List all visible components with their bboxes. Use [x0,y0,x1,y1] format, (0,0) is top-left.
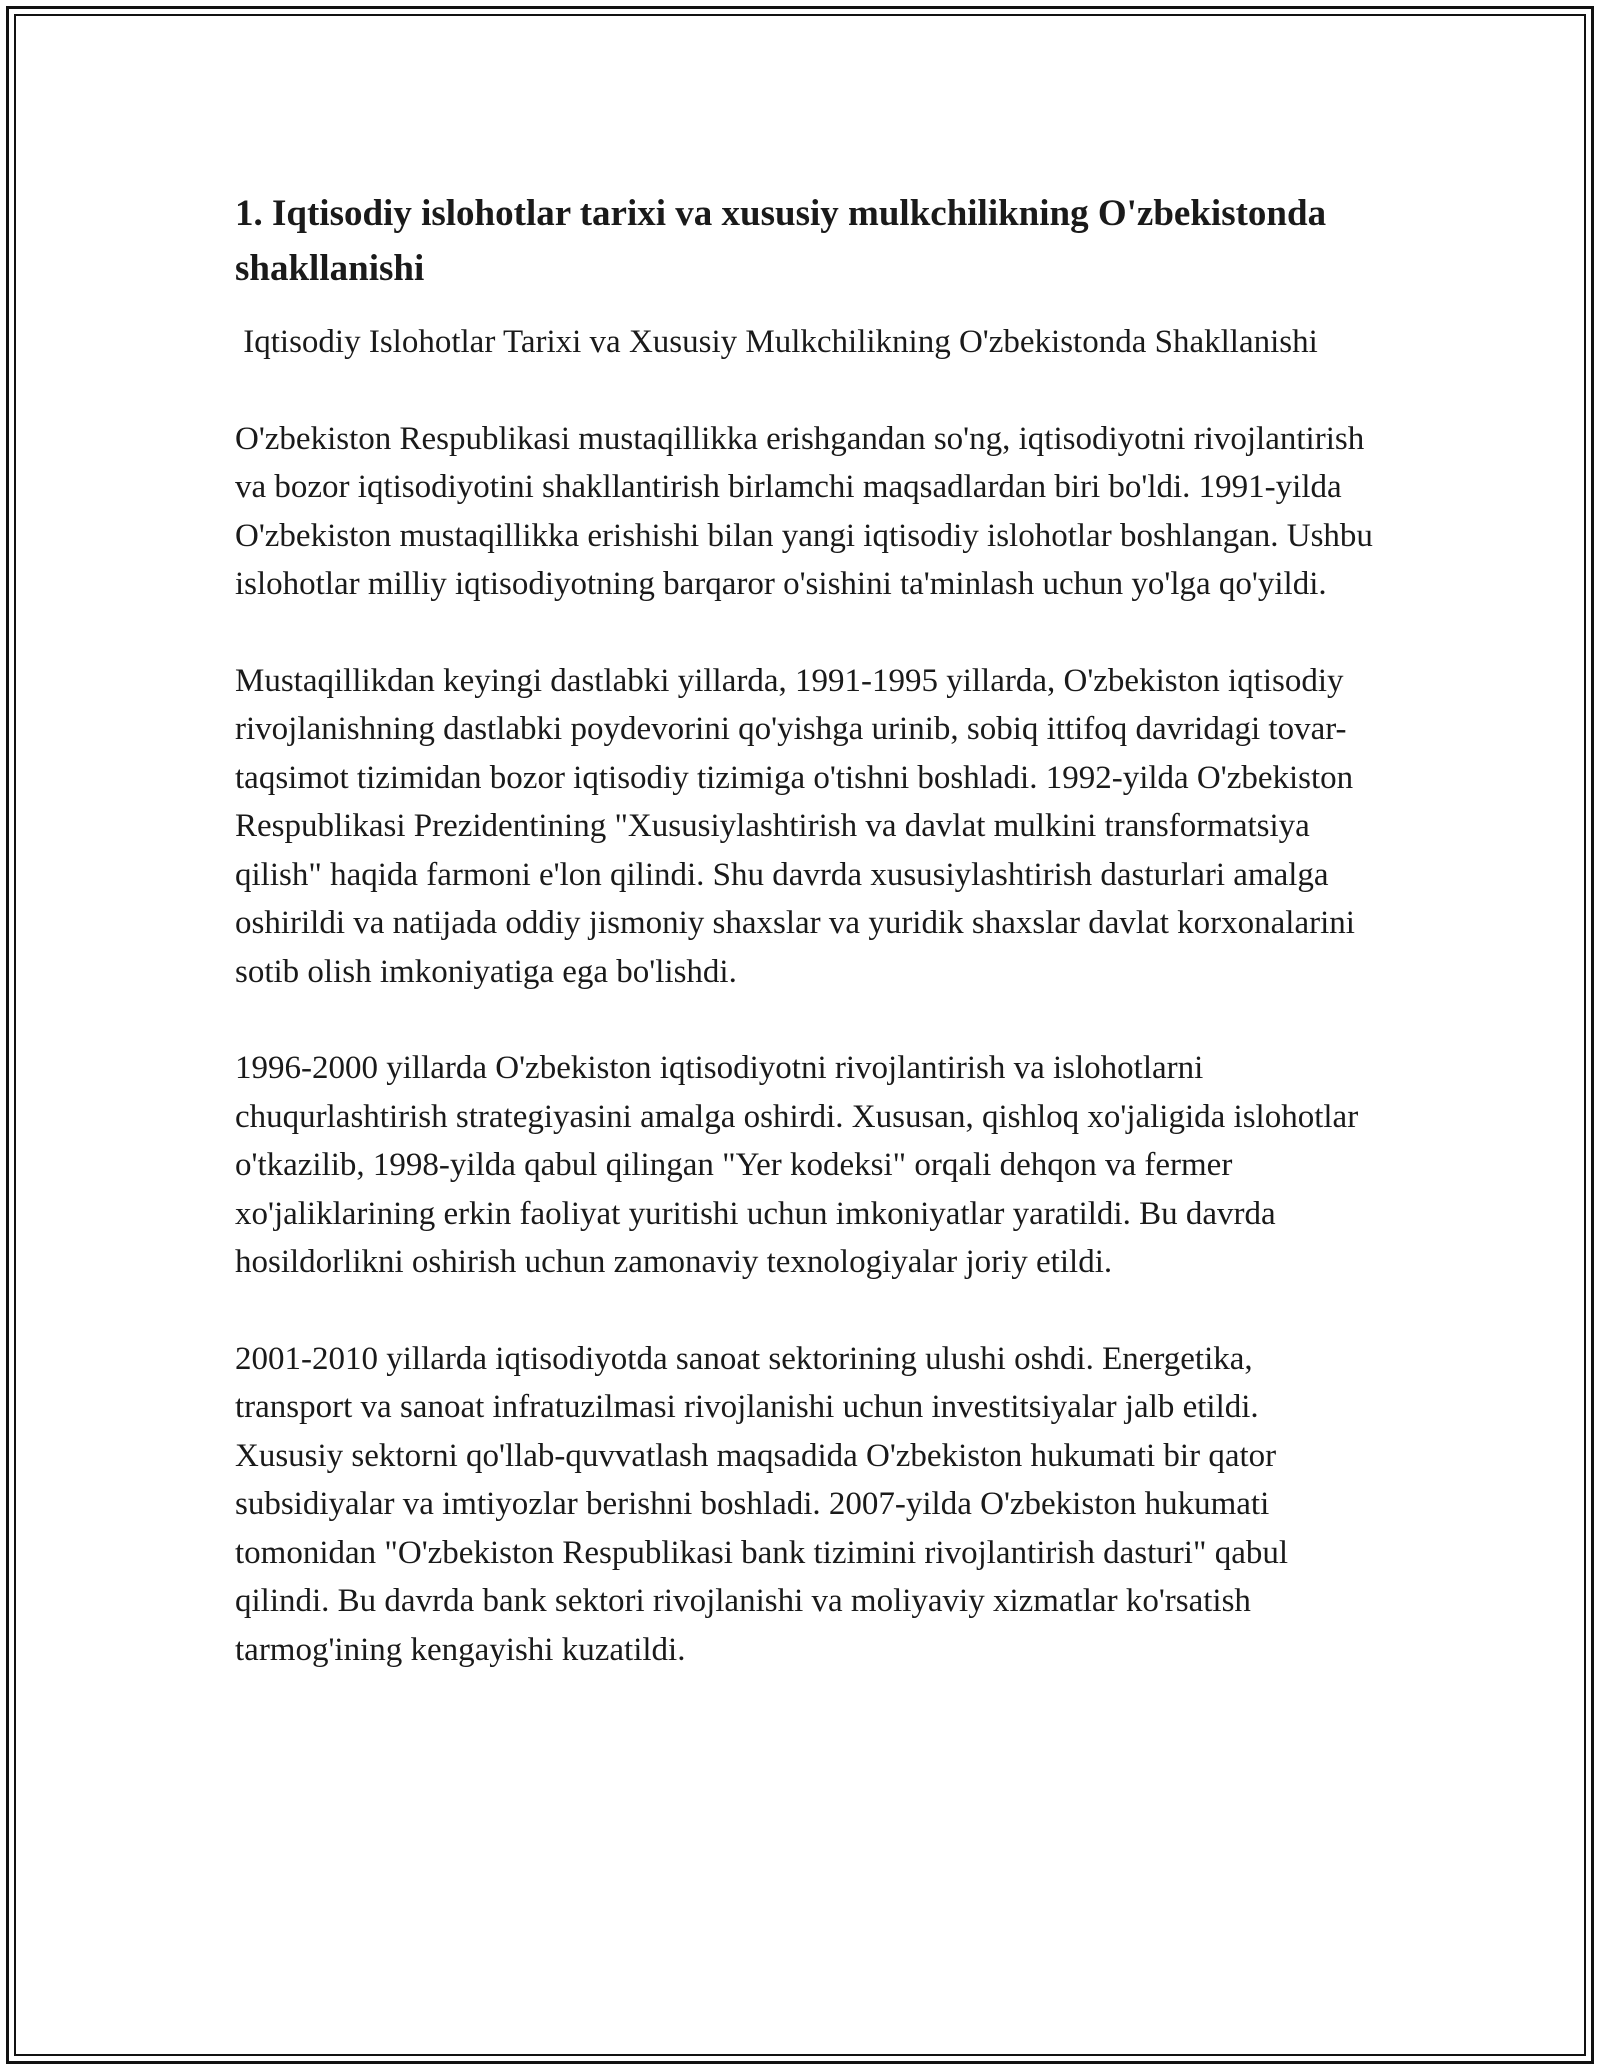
document-body [235,186,1375,1722]
paragraph-1991-1995: Mustaqillikdan keyingi dastlabki yillarda, 1991-1995 yillarda, O'zbekiston iqtisodiy rivojlanishning dastlabki poydevorini qo'yishga urinib, sobiq ittifoq davridagi tovar-taqsimot tizimidan bozor iqtisodiy tizimiga o'tishni boshladi. 1992-yilda O'zbekiston Respublikasi Prezidentining "Xususiylashtirish va davlat mulkini transformatsiya qilish" haqida farmoni e'lon qilindi. Shu davrda xususiylashtirish dasturlari amalga oshirildi va natijada oddiy jismoniy shaxslar va yuridik shaxslar davlat korxonalarini sotib olish imkoniyatiga ega bo'lishdi. [235,662,1355,990]
paragraph-1996-2000: 1996-2000 yillarda O'zbekiston iqtisodiyotni rivojlantirish va islohotlarni chuqurlashtirish strategiyasini amalga oshirdi. Xususan, qishloq xo'jaligida islohotlar o'tkazilib, 1998-yilda qabul qilingan "Yer kodeksi" orqali dehqon va fermer xo'jaliklarining erkin faoliyat yuritishi uchun imkoniyatlar yaratildi. Bu davrda hosildorlikni oshirish uchun zamonaviy texnologiyalar joriy etildi. [235,1050,1359,1280]
document-title: 1. Iqtisodiy islohotlar tarixi va xususiy mulkchilikning O'zbekistonda shakllanishi [235,193,1327,289]
paragraph-2001-2010: 2001-2010 yillarda iqtisodiyotda sanoat sektorining ulushi oshdi. Energetika, transport va sanoat infratuzilmasi rivojlanishi uchun investitsiyalar jalb etildi. Xususiy sektorni qo'llab-quvvatlash maqsadida O'zbekiston hukumati bir qator subsidiyalar va imtiyozlar berishni boshladi. 2007-yilda O'zbekiston hukumati tomonidan "O'zbekiston Respublikasi bank tizimini rivojlantirish dasturi" qabul qilindi. Bu davrda bank sektori rivojlanishi va moliyaviy xizmatlar ko'rsatish tarmog'ining kengayishi kuzatildi. [235,1340,1289,1668]
paragraph-independence: O'zbekiston Respublikasi mustaqillikka erishgandan so'ng, iqtisodiyotni rivojlantirish va bozor iqtisodiyotini shakllantirish birlamchi maqsadlardan biri bo'ldi. 1991-yilda O'zbekiston mustaqillikka erishishi bilan yangi iqtisodiy islohotlar boshlangan. Ushbu islohotlar milliy iqtisodiyotning barqaror o'sishini ta'minlash uchun yo'lga qo'yildi. [235,420,1373,602]
document-subtitle: Iqtisodiy Islohotlar Tarixi va Xususiy Mulkchilikning O'zbekistonda Shakllanishi [235,324,1318,360]
